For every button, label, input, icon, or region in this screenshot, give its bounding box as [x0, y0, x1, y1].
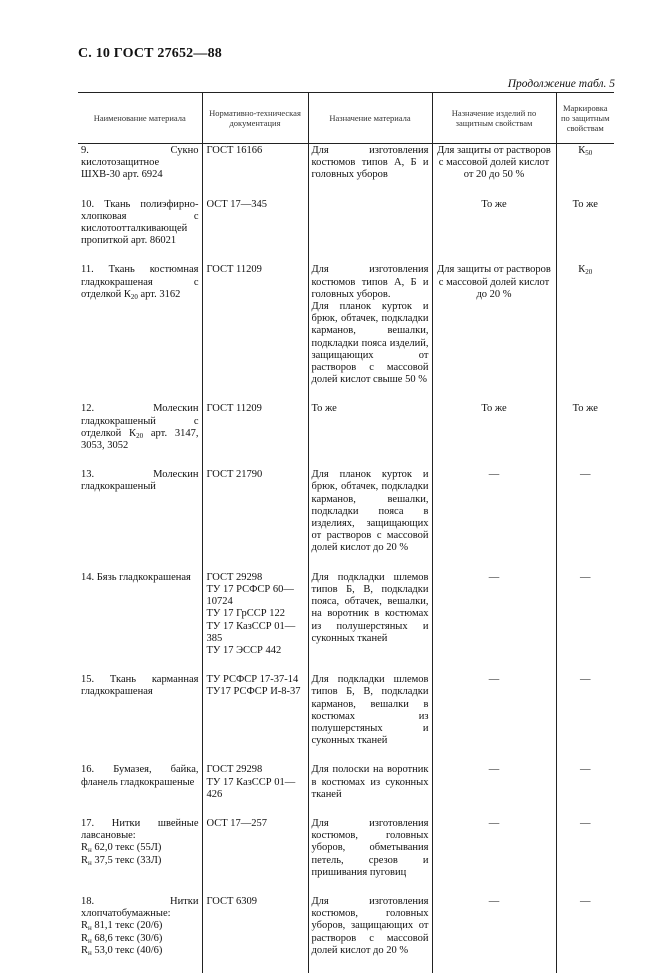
material-name: 14. Бязь гладкокрашеная	[81, 571, 191, 583]
material-name: 17. Нитки швейные лавсановые:	[81, 817, 199, 842]
material-name-cell	[78, 571, 202, 673]
material-name: 18. Нитки хлопчатобумажные:	[81, 895, 199, 920]
marking-value: —	[580, 764, 591, 776]
material-name: 11. Ткань костюмная гладкокрашеная с отделкой К	[81, 264, 199, 300]
purpose-cell: То же	[308, 402, 432, 468]
material-name-cell	[78, 763, 202, 817]
material-name-subscript: 20	[136, 431, 144, 440]
documentation-cell: ГОСТ 11209	[202, 263, 308, 402]
table-header-row	[78, 93, 614, 144]
thread-spec: $R_н$ 53,0 текс (40/6)	[81, 944, 163, 957]
marking-value: То же	[572, 198, 598, 210]
documentation-cell: ГОСТ 21790	[202, 468, 308, 570]
marking-cell	[556, 895, 614, 973]
documentation-cell: ГОСТ 16166	[202, 144, 308, 198]
table-row	[78, 673, 614, 763]
thread-spec: $R_н$ 62,0 текс (55Л)	[81, 842, 162, 855]
documentation-cell: ГОСТ 29298 ТУ 17 РСФСР 60—10724 ТУ 17 ГрССР 122 ТУ 17 КазССР 01—385 ТУ 17 ЭССР 442	[202, 571, 308, 673]
protection-cell: То же	[432, 198, 556, 264]
material-name-cell	[78, 895, 202, 973]
material-name-suffix: арт. 3162	[137, 288, 181, 300]
documentation-cell: ОСТ 17—257	[202, 817, 308, 895]
column-header-documentation: Нормативно-техническая документация	[202, 93, 308, 144]
marking-subscript: 20	[585, 268, 593, 277]
material-name: 13. Молескин гладкокрашеный	[81, 469, 199, 493]
material-name: 15. Ткань карманная гладкокрашеная	[81, 674, 199, 698]
purpose-cell: Для подкладки шлемов типов Б, В, подкладки карманов, вешалки в костюмах из полушерстяных и суконных тканей	[308, 673, 432, 763]
table-row	[78, 144, 614, 198]
marking-value: —	[580, 895, 591, 907]
material-name-cell	[78, 468, 202, 570]
purpose-cell: Для полоски на воротник в костюмах из суконных тканей	[308, 763, 432, 817]
material-name-cell	[78, 402, 202, 468]
marking-value: —	[580, 674, 591, 686]
purpose-cell: Для изготовления костюмов, головных уборов, обметывания петель, срезов и пришивания пуговиц	[308, 817, 432, 895]
purpose-cell: Для планок курток и брюк, обтачек, подкладки карманов, вешалки, подкладки пояса в изделиях, защищающих от растворов с массовой долей кислот до 20 %	[308, 468, 432, 570]
page-title: С. 10 ГОСТ 27652—88	[78, 46, 222, 61]
marking-cell	[556, 144, 614, 198]
documentation-cell: ГОСТ 29298 ТУ 17 КазССР 01—426	[202, 763, 308, 817]
purpose-cell: Для изготовления костюмов типов А, Б и головных уборов	[308, 144, 432, 198]
marking-cell	[556, 817, 614, 895]
marking-cell	[556, 673, 614, 763]
material-name: 16. Бумазея, байка, фланель гладкокрашеные	[81, 764, 199, 788]
table-row	[78, 763, 614, 817]
protection-cell: —	[432, 571, 556, 673]
protection-cell: —	[432, 763, 556, 817]
material-name-cell	[78, 673, 202, 763]
marking-cell	[556, 571, 614, 673]
marking-value: К	[578, 264, 586, 276]
material-name-cell	[78, 263, 202, 402]
protection-cell: —	[432, 468, 556, 570]
material-name-cell	[78, 198, 202, 264]
purpose-cell: Для изготовления костюмов типов А, Б и головных уборов. Для планок курток и брюк, обтачек, подкладки карманов, вешалки, подкладки пояса изделий, защищающих от растворов с массовой долей кислот свыше 50 %	[308, 263, 432, 402]
documentation-cell: ТУ РСФСР 17-37-14 ТУ17 РСФСР И-8-37	[202, 673, 308, 763]
marking-value: К	[578, 145, 586, 156]
column-header-purpose: Назначение материала	[308, 93, 432, 144]
table-row	[78, 571, 614, 673]
marking-cell	[556, 763, 614, 817]
thread-spec: $R_н$ 37,5 текс (33Л)	[81, 854, 162, 867]
table-row	[78, 468, 614, 570]
thread-spec: $R_н$ 68,6 текс (30/6)	[81, 932, 163, 945]
column-header-marking: Маркировка по защитным свойствам	[556, 93, 614, 144]
material-name-subscript: 20	[130, 292, 138, 301]
table-row	[78, 402, 614, 468]
protection-cell: Для защиты от растворов с массовой долей кислот от 20 до 50 %	[432, 144, 556, 198]
marking-value: —	[580, 571, 591, 583]
thread-spec: $R_н$ 81,1 текс (20/6)	[81, 920, 163, 933]
protection-cell: То же	[432, 402, 556, 468]
protection-cell: —	[432, 817, 556, 895]
documentation-cell: ГОСТ 6309	[202, 895, 308, 973]
table-continuation-label: Продолжение табл. 5	[507, 78, 615, 90]
material-name-cell	[78, 817, 202, 895]
material-name: 12. Молескин гладкокрашеный с отделкой К	[81, 403, 199, 439]
protection-cell: —	[432, 895, 556, 973]
protection-cell: —	[432, 673, 556, 763]
protection-cell: Для защиты от растворов с массовой долей кислот до 20 %	[432, 263, 556, 402]
purpose-cell	[308, 198, 432, 264]
column-header-protection: Назначение изделий по защитным свойствам	[432, 93, 556, 144]
marking-subscript: 50	[585, 149, 593, 157]
table-row	[78, 895, 614, 973]
documentation-cell: ГОСТ 11209	[202, 402, 308, 468]
material-name: 9. Сукно кислотозащитное ШХВ-30 арт. 6924	[81, 145, 199, 181]
material-name-cell	[78, 144, 202, 198]
column-header-material: Наименование материала	[78, 93, 202, 144]
purpose-cell: Для изготовления костюмов, головных уборов, защищающих от растворов с массовой долей кислот до 20 %	[308, 895, 432, 973]
marking-cell	[556, 263, 614, 402]
documentation-cell: ОСТ 17—345	[202, 198, 308, 264]
marking-value: То же	[572, 403, 598, 415]
purpose-cell: Для подкладки шлемов типов Б, В, подкладки пояса, обтачек, вешалки, на воротник в костюмах из полушерстяных и суконных тканей	[308, 571, 432, 673]
material-name: 10. Ткань полиэфирно-хлопковая с кислотоотталкивающей пропиткой арт. 86021	[81, 198, 199, 247]
marking-cell	[556, 198, 614, 264]
table-row	[78, 198, 614, 264]
marking-value: —	[580, 817, 591, 829]
marking-cell	[556, 468, 614, 570]
marking-cell	[556, 402, 614, 468]
table-row	[78, 817, 614, 895]
material-name-suffix: арт. 3147, 3053, 3052	[81, 427, 199, 452]
table-row	[78, 263, 614, 402]
materials-table	[78, 92, 614, 973]
marking-value: —	[580, 469, 591, 481]
